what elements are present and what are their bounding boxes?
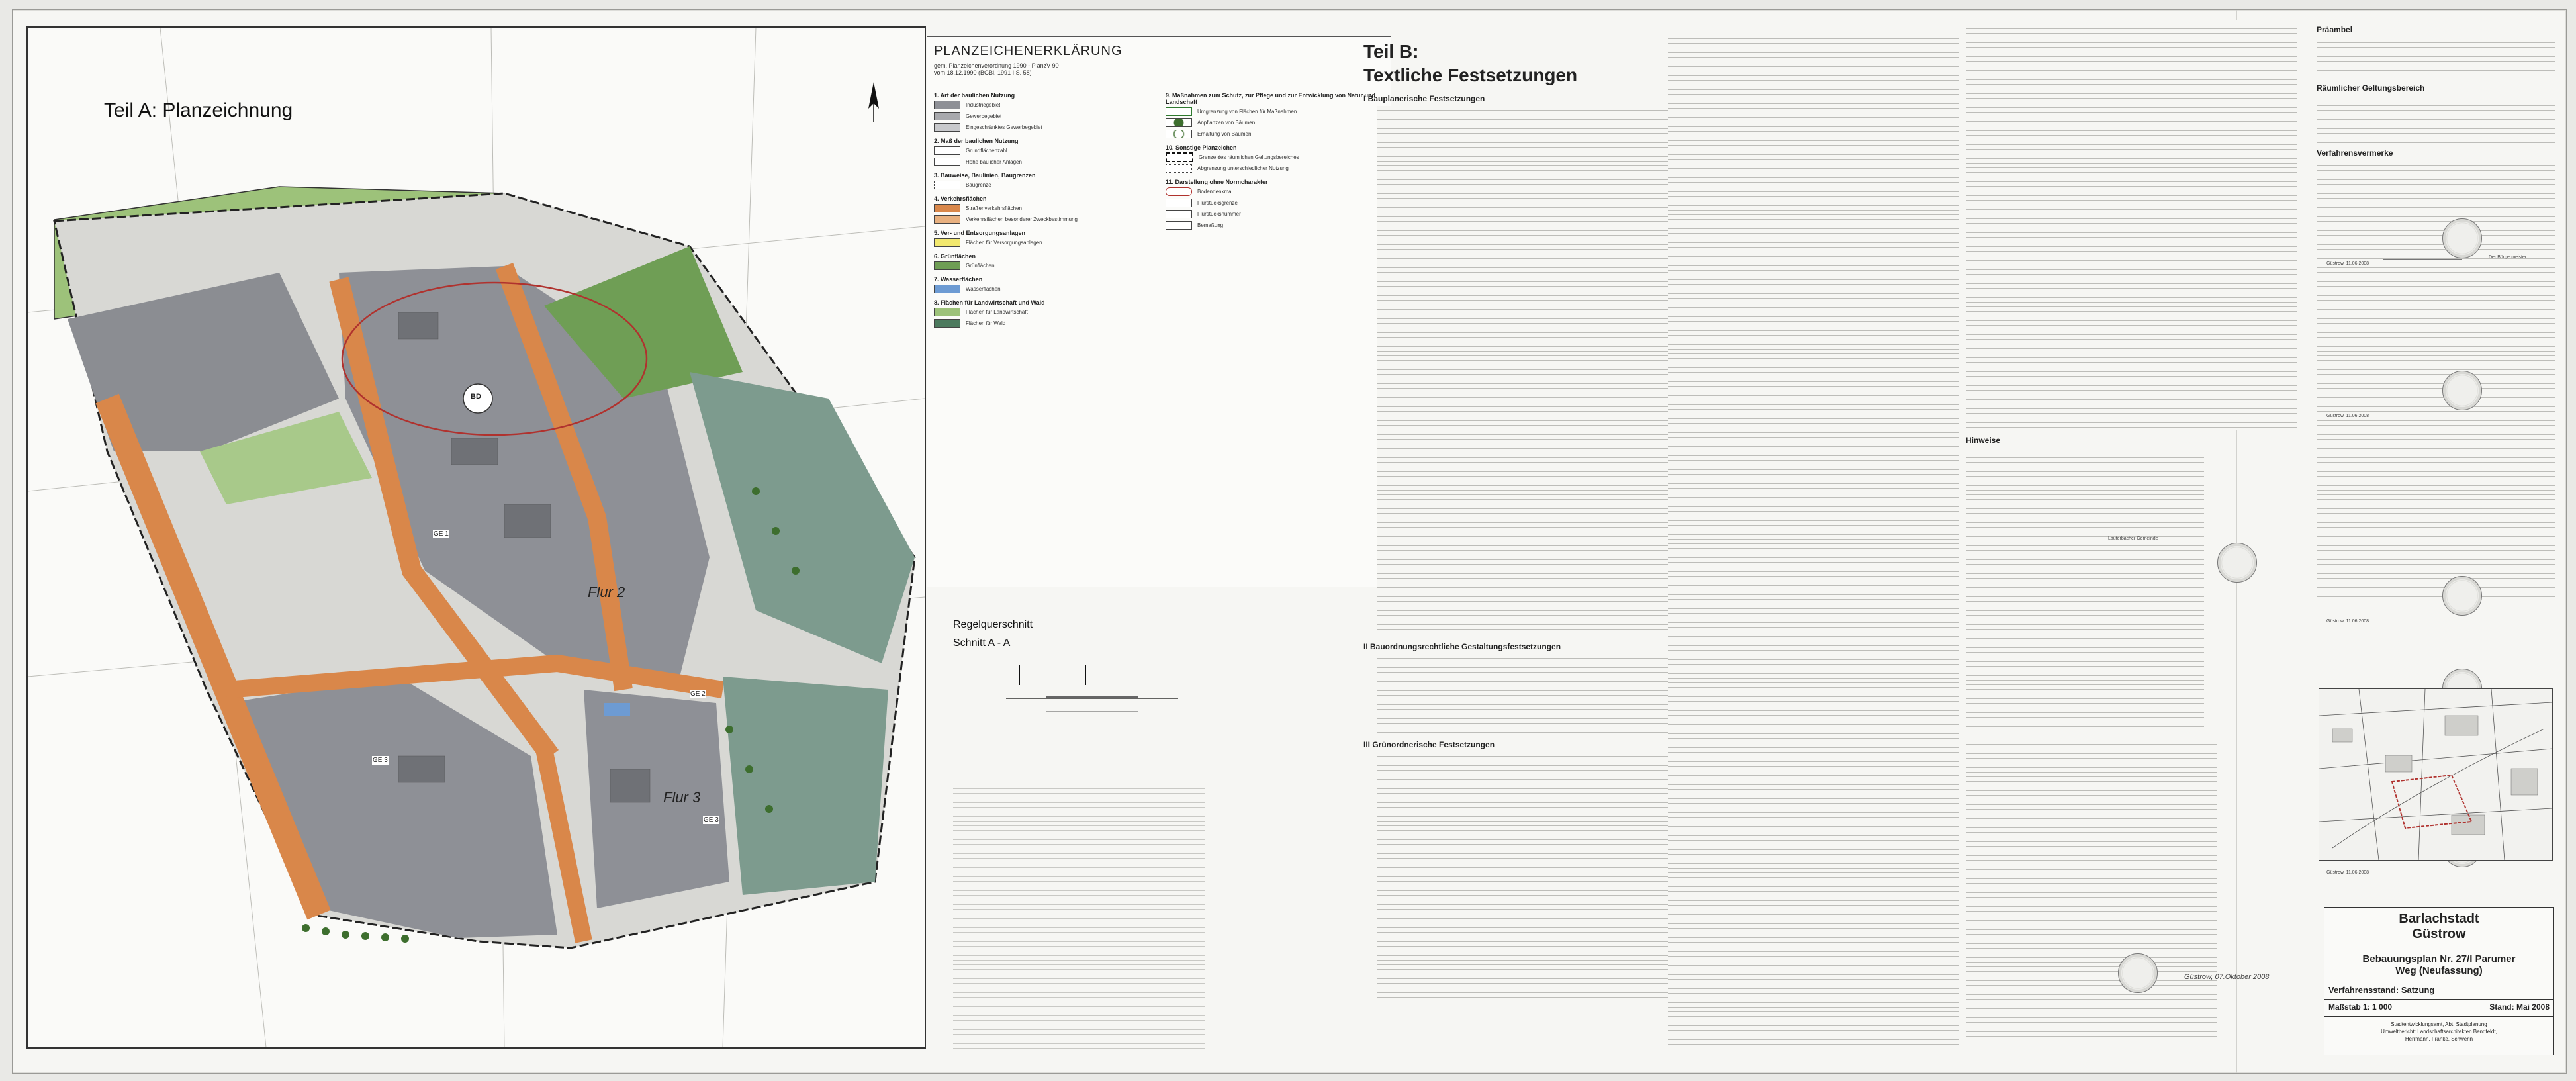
title-plan-line2: Weg (Neufassung) <box>2395 965 2483 976</box>
legend-item: Verkehrsflächen besonderer Zweckbestimmung <box>966 216 1078 222</box>
legend-heading: 10. Sonstige Planzeichen <box>1166 144 1237 151</box>
geltungsbereich-heading: Räumlicher Geltungsbereich <box>2317 83 2425 93</box>
teil-a-title: Teil A: Planzeichnung <box>104 99 293 121</box>
text-lines <box>1966 449 2204 727</box>
legend-item: Erhaltung von Bäumen <box>1197 131 1252 137</box>
legend-symbol <box>934 204 960 212</box>
legend-heading: 11. Darstellung ohne Normcharakter <box>1166 179 1268 185</box>
title-plan-line1: Bebauungsplan Nr. 27/I Parumer <box>2362 953 2516 964</box>
legend-symbol <box>934 238 960 247</box>
legend-item: Grünflächen <box>966 263 995 269</box>
legend-symbol <box>934 101 960 109</box>
legend-title: PLANZEICHENERKLÄRUNG <box>934 44 1123 58</box>
cross-section-drawing <box>1006 659 1205 725</box>
legend-item: Industriegebiet <box>966 102 1001 108</box>
legend-symbol <box>1166 199 1192 207</box>
text-lines <box>2317 162 2555 598</box>
official-seal-icon <box>2118 953 2158 993</box>
legend-heading: 8. Flächen für Landwirtschaft und Wald <box>934 299 1045 306</box>
title-office: Stadtentwicklungsamt, Abt. Stadtplanung Umweltbericht: Landschaftsarchitekten Bendfeldt, Herrmann, Franke, Schwerin <box>2324 1016 2553 1047</box>
legend-heading: 9. Maßnahmen zum Schutz, zur Pflege und zur Entwicklung von Natur und Landschaft <box>1166 92 1376 105</box>
teil-b-title-line2: Textliche Festsetzungen <box>1363 65 1578 85</box>
date-label: Güstrow, 07.Oktober 2008 <box>2184 973 2270 981</box>
title-scale-row <box>2324 999 2553 1014</box>
legend-symbol <box>1166 210 1192 218</box>
label-ge3b: GE 3 <box>373 757 388 764</box>
text-lines <box>1377 752 1668 1004</box>
legend-heading: 7. Wasserflächen <box>934 276 983 283</box>
legend-symbol <box>934 146 960 155</box>
text-lines <box>2317 97 2555 143</box>
legend-item: Bodendenkmal <box>1197 189 1233 195</box>
legend-item: Abgrenzung unterschiedlicher Nutzung <box>1197 165 1289 171</box>
text-lines <box>1377 106 1668 635</box>
legend-symbol <box>934 123 960 132</box>
verfahrensvermerke-heading: Verfahrensvermerke <box>2317 148 2393 158</box>
stamp-caption: Lauterbacher Gemeinde <box>2108 536 2158 541</box>
legend-item: Grenze des räumlichen Geltungsbereiches <box>1199 154 1299 160</box>
label-bodendenkmal: BD <box>471 393 481 400</box>
section-title: Regelquerschnitt <box>953 619 1033 630</box>
cross-section <box>927 619 1211 1056</box>
legend-item: Anpflanzen von Bäumen <box>1197 120 1256 126</box>
legend-heading: 6. Grünflächen <box>934 253 976 259</box>
title-scale: Maßstab 1: 1 000 <box>2328 1002 2393 1011</box>
date-label: Güstrow, 11.06.2008 <box>2326 870 2369 875</box>
title-city-line1: Barlachstadt <box>2399 912 2479 926</box>
text-lines <box>1966 20 2297 430</box>
label-flur-2: Flur 2 <box>588 584 625 600</box>
legend-heading: 4. Verkehrsflächen <box>934 195 987 202</box>
hinweise-column <box>1966 20 2297 1053</box>
legend-subtitle: gem. Planzeichenverordnung 1990 - PlanzV 90 vom 18.12.1990 (BGBl. 1991 I S. 58) <box>934 62 1059 76</box>
legend-symbol <box>934 261 960 270</box>
legend-symbol <box>1166 164 1192 173</box>
legend-symbol <box>1166 118 1192 127</box>
legend-symbol <box>1166 107 1192 116</box>
legend-symbol <box>1166 152 1193 162</box>
legend-heading: 3. Bauweise, Baulinien, Baugrenzen <box>934 172 1036 179</box>
legend-heading: 2. Maß der baulichen Nutzung <box>934 138 1019 144</box>
legend-item: Bemaßung <box>1197 222 1224 228</box>
legend-item: Umgrenzung von Flächen für Maßnahmen <box>1197 109 1297 115</box>
legend-item: Flächen für Wald <box>966 320 1006 326</box>
teil-b-section-heading: II Bauordnungsrechtliche Gestaltungsfestsetzungen <box>1363 642 1561 651</box>
legend-symbol <box>1166 187 1192 196</box>
legend-item: Straßenverkehrsflächen <box>966 205 1022 211</box>
section-label: Schnitt A - A <box>953 637 1011 649</box>
label-flur-3: Flur 3 <box>663 789 701 806</box>
date-label: Güstrow, 11.06.2008 <box>2326 261 2369 266</box>
label-ge2: GE 2 <box>690 690 706 698</box>
official-seal-icon <box>2442 371 2482 410</box>
plant-lists <box>953 784 1205 1049</box>
legend-heading: 1. Art der baulichen Nutzung <box>934 92 1015 99</box>
title-stand: Stand: Mai 2008 <box>2489 1002 2550 1011</box>
legend-item: Flurstücksgrenze <box>1197 200 1238 206</box>
legend-symbol <box>1166 130 1192 138</box>
legend-item: Flurstücksnummer <box>1197 211 1241 217</box>
legend-symbol <box>934 319 960 328</box>
procedure-column <box>2317 20 2555 1053</box>
overview-map <box>2319 688 2553 861</box>
legend-item: Wasserflächen <box>966 286 1001 292</box>
legend-item: Gewerbegebiet <box>966 113 1002 119</box>
title-block <box>2324 907 2554 1055</box>
label-ge1: GE 1 <box>434 530 449 538</box>
hinweise-heading: Hinweise <box>1966 436 2001 445</box>
legend-symbol <box>1166 221 1192 230</box>
title-plan-row <box>2324 949 2553 977</box>
teil-b-title-line1: Teil B: <box>1363 41 1419 62</box>
legend-symbol <box>934 112 960 120</box>
legend-item: Eingeschränktes Gewerbegebiet <box>966 124 1042 130</box>
north-arrow-icon <box>867 82 880 122</box>
text-lines <box>1966 740 2217 1045</box>
official-seal-icon <box>2442 218 2482 258</box>
teil-b-section-heading: I Bauplanerische Festsetzungen <box>1363 94 1485 103</box>
official-seal-icon <box>2217 543 2257 583</box>
text-lines <box>2317 38 2555 78</box>
legend-symbol <box>934 215 960 224</box>
legend-heading: 5. Ver- und Entsorgungsanlagen <box>934 230 1026 236</box>
plan-drawing-frame <box>26 26 926 1049</box>
teil-b-section-heading: III Grünordnerische Festsetzungen <box>1363 740 1495 749</box>
legend-item: Flächen für Landwirtschaft <box>966 309 1028 315</box>
legend-symbol <box>934 308 960 316</box>
title-status: Verfahrensstand: Satzung <box>2324 982 2553 998</box>
text-lines <box>1377 654 1668 733</box>
teil-b-text-continued <box>1668 30 1959 1049</box>
plan-legend <box>927 36 1391 587</box>
legend-left-column <box>934 87 1156 330</box>
signature-line <box>2383 259 2462 260</box>
plan-map <box>28 28 925 1047</box>
legend-item: Höhe baulicher Anlagen <box>966 159 1022 165</box>
legend-symbol <box>934 181 960 189</box>
legend-item: Grundflächenzahl <box>966 148 1007 154</box>
date-label: Güstrow, 11.06.2008 <box>2326 619 2369 624</box>
date-label: Güstrow, 11.06.2008 <box>2326 414 2369 418</box>
official-seal-icon <box>2442 576 2482 616</box>
legend-item: Flächen für Versorgungsanlagen <box>966 240 1042 246</box>
overview-map-drawing <box>2319 689 2552 860</box>
legend-symbol <box>934 285 960 293</box>
praeambel-heading: Präambel <box>2317 25 2353 34</box>
legend-item: Baugrenze <box>966 182 991 188</box>
title-city-line2: Güstrow <box>2412 927 2466 941</box>
text-lines <box>1668 30 1959 1049</box>
legend-right-column <box>1166 87 1387 232</box>
signature-label: Der Bürgermeister <box>2489 255 2527 259</box>
label-ge3: GE 3 <box>704 816 719 823</box>
legend-symbol <box>934 158 960 166</box>
